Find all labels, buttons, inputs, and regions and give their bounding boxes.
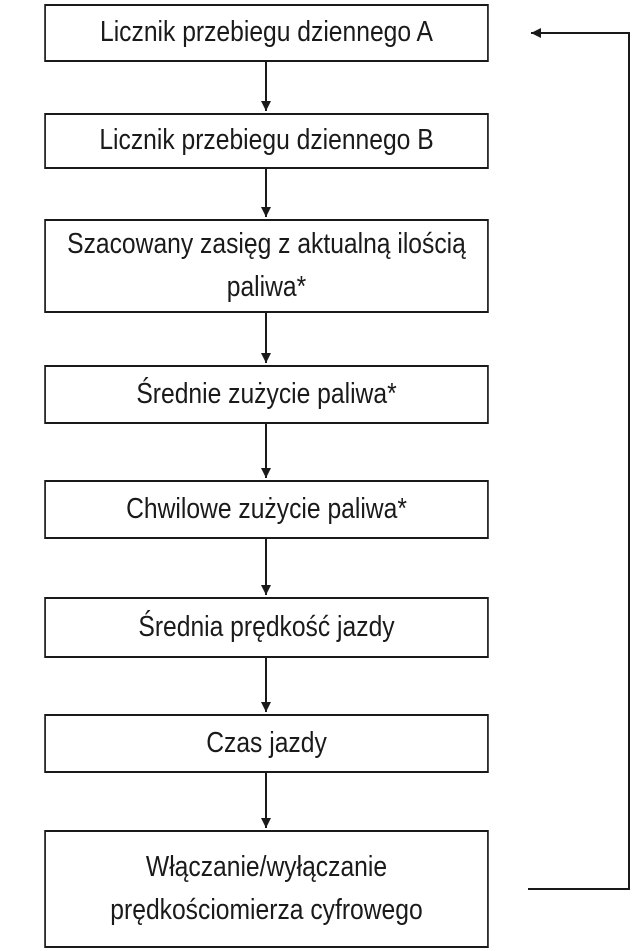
step-label-instant-consumption: Chwilowe zużycie paliwa* [126, 492, 407, 525]
step-box-range [44, 219, 489, 313]
step-box-instant-consumption [44, 480, 489, 539]
step-box-trip-a [44, 4, 489, 62]
step-box-trip-b [44, 113, 489, 169]
step-label-digital-speedometer: Włączanie/wyłączanie prędkościomierza cyfrowego [110, 850, 423, 926]
step-label-range: Szacowany zasięg z aktualną ilością paliwa* [67, 227, 466, 303]
step-label-drive-time: Czas jazdy [206, 726, 327, 759]
step-box-drive-time [44, 714, 489, 773]
step-label-trip-b: Licznik przebiegu dziennego B [99, 124, 434, 157]
step-label-avg-speed: Średnia prędkość jazdy [138, 610, 395, 643]
step-label-avg-consumption: Średnie zużycie paliwa* [136, 377, 397, 410]
step-box-avg-consumption [44, 365, 489, 424]
loop-back-arrow [528, 33, 629, 889]
step-box-digital-speedometer [44, 830, 489, 948]
step-box-avg-speed [44, 597, 489, 658]
step-label-trip-a: Licznik przebiegu dziennego A [99, 16, 434, 49]
